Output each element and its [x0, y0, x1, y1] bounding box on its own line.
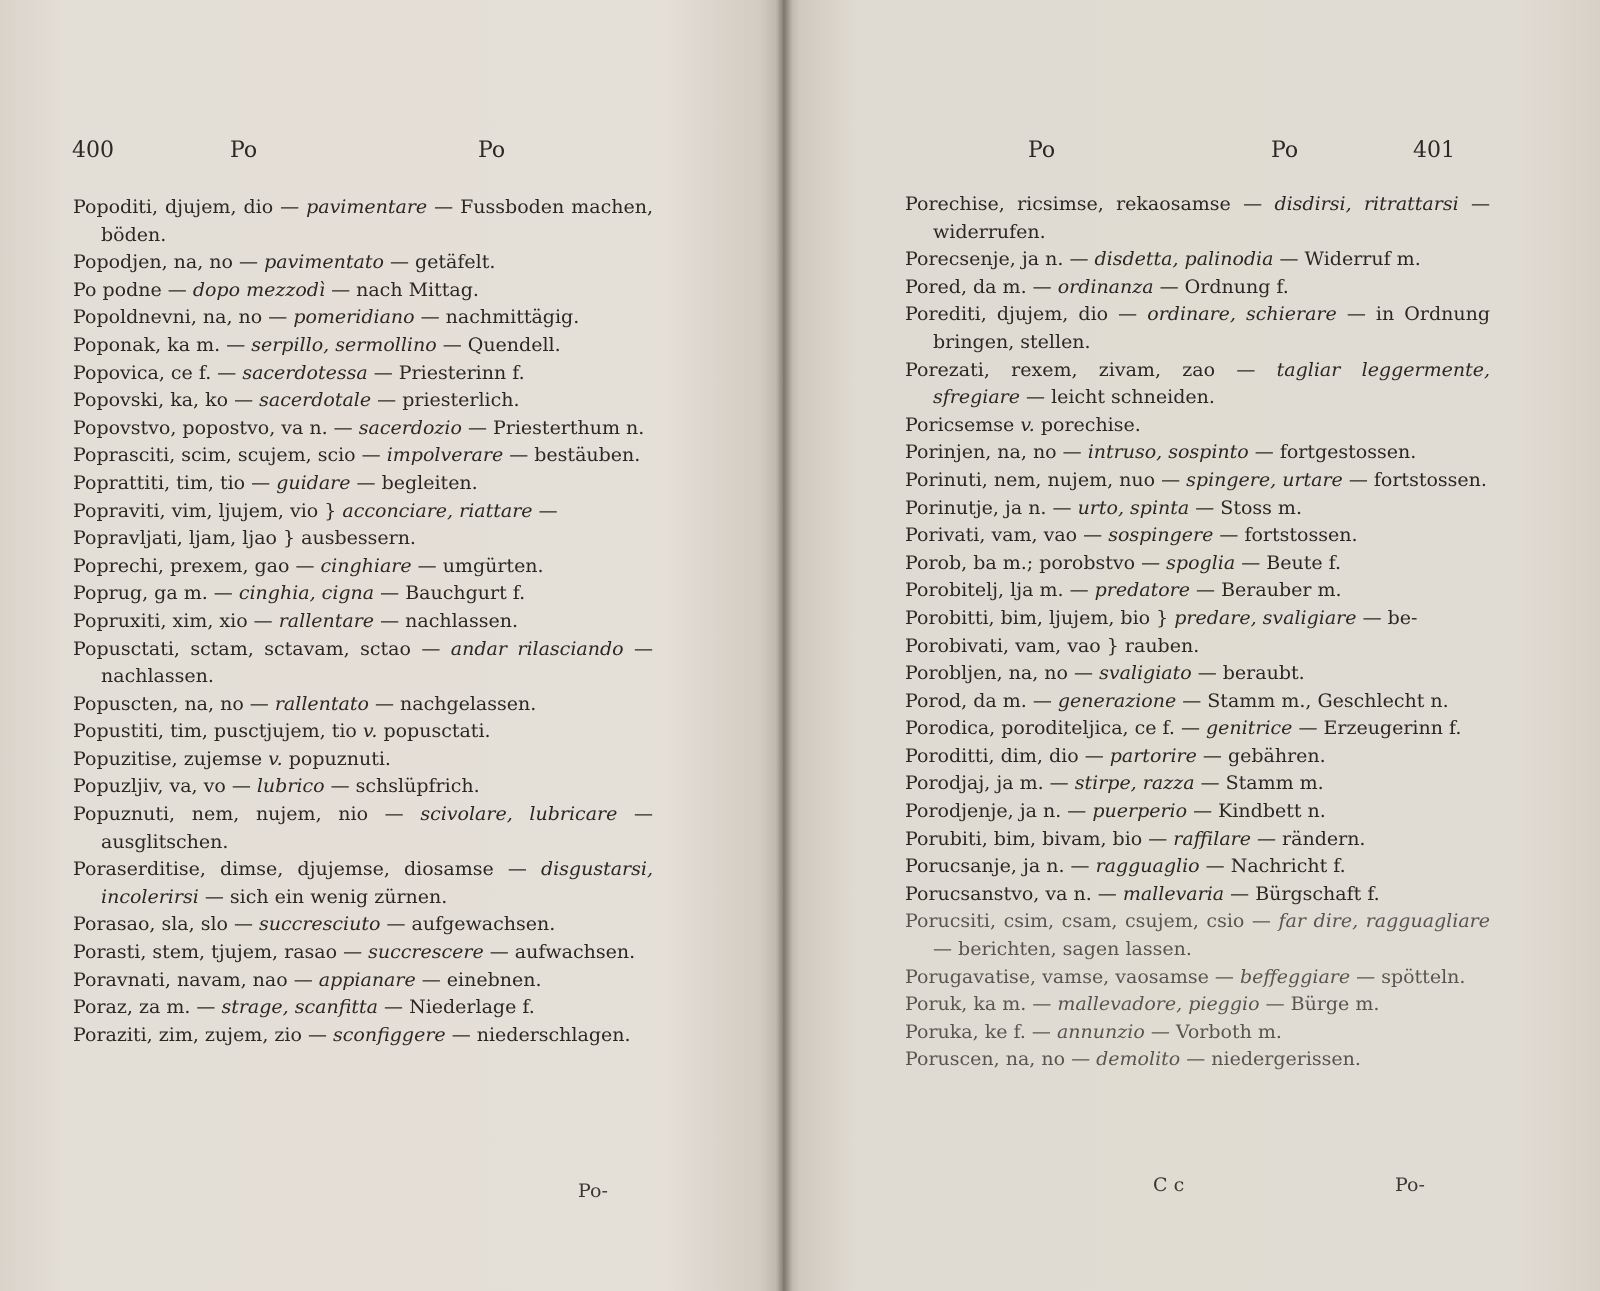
entry-german: — Priesterinn f.	[373, 361, 525, 384]
entry-headword: Pored, da m. —	[905, 275, 1058, 298]
entry-italian: succresciuto	[259, 913, 387, 936]
entry-italian: puerperio	[1092, 800, 1194, 823]
entry-german: — Stamm m.	[1200, 772, 1324, 795]
dictionary-entry	[73, 304, 653, 332]
entry-german: — nachlassen.	[380, 609, 519, 632]
entry-german: — Beute f.	[1241, 551, 1342, 574]
entry-german: porechise.	[1040, 413, 1141, 436]
entry-italian: spingere, urtare	[1186, 468, 1349, 491]
dictionary-entry	[73, 194, 653, 249]
entry-headword: Popuzitise, zujemse	[73, 747, 269, 770]
entry-headword: Porucsiti, csim, csam, csujem, csio —	[905, 910, 1279, 933]
entry-german: — niedergerissen.	[1186, 1048, 1361, 1071]
dictionary-entry	[905, 467, 1490, 495]
entry-german: — beraubt.	[1197, 662, 1305, 685]
dictionary-entry	[905, 412, 1490, 440]
entry-german: — spötteln.	[1356, 965, 1466, 988]
dictionary-entry	[905, 357, 1490, 412]
entry-headword: Popovski, ka, ko —	[73, 389, 260, 412]
dictionary-entry	[905, 964, 1490, 992]
entry-headword: Porasao, sla, slo —	[73, 913, 260, 936]
entry-italian: rallentare	[278, 609, 381, 632]
entry-italian: lubrico	[256, 775, 331, 798]
entry-german: — Nachricht f.	[1205, 855, 1346, 878]
dictionary-entry	[905, 688, 1490, 716]
dictionary-entry	[905, 301, 1490, 356]
dictionary-entry	[73, 332, 653, 360]
entry-headword: Popodjen, na, no —	[73, 251, 265, 274]
dictionary-entry	[905, 660, 1490, 688]
entry-headword: Poraziti, zim, zujem, zio —	[73, 1023, 334, 1046]
dictionary-entry	[73, 277, 653, 305]
entry-headword: Porobljen, na, no —	[905, 662, 1100, 685]
entry-headword: Porinutje, ja n. —	[905, 496, 1078, 519]
entry-german: — be-	[1362, 606, 1418, 629]
entry-italian: urto, spinta	[1077, 496, 1196, 519]
running-head-left: Po	[230, 138, 258, 163]
entry-headword: Porechise, ricsimse, rekaosamse —	[905, 193, 1275, 215]
entry-headword: Porugavatise, vamse, vaosamse —	[905, 965, 1240, 988]
entry-headword: Poruka, ke f. —	[905, 1020, 1057, 1043]
entry-headword: Popuzljiv, va, vo —	[73, 775, 257, 798]
dictionary-entry	[73, 525, 653, 553]
entry-italian: partorire	[1109, 744, 1203, 767]
entry-italian: beffeggiare	[1239, 965, 1357, 988]
entry-headword: Porubiti, bim, bivam, bio —	[905, 827, 1174, 850]
entry-german: — Berauber m.	[1196, 579, 1342, 602]
entry-german: — Kindbett n.	[1193, 800, 1326, 823]
dictionary-entry	[73, 773, 653, 801]
signature-mark: C c	[1153, 1174, 1185, 1196]
entry-italian: impolverare	[386, 444, 510, 467]
running-head-right: Po	[1271, 138, 1299, 163]
dictionary-entry	[905, 246, 1490, 274]
entry-headword: Po podne —	[73, 278, 193, 301]
entry-italian: sacerdotale	[259, 389, 378, 412]
entry-headword: Porobitelj, lja m. —	[905, 579, 1095, 602]
entry-german: — schslüpfrich.	[330, 775, 480, 798]
catchword: Po-	[1395, 1174, 1425, 1196]
dictionary-entry	[73, 580, 653, 608]
dictionary-entry	[73, 939, 653, 967]
entry-italian: raffilare	[1173, 827, 1258, 850]
dictionary-entry	[73, 911, 653, 939]
entry-german: — Fussboden machen, böden.	[101, 196, 653, 246]
entry-german: — gebähren.	[1202, 744, 1326, 767]
entry-headword: Porodica, poroditeljica, ce f. —	[905, 717, 1206, 740]
entry-german: — Stamm m., Geschlecht n.	[1182, 689, 1449, 712]
entry-headword: Popustiti, tim, pusctjujem, tio	[73, 720, 363, 743]
entry-headword: Porodjenje, ja n. —	[905, 800, 1093, 823]
dictionary-entry	[73, 856, 653, 911]
dictionary-entry	[905, 550, 1490, 578]
dictionary-entry	[905, 826, 1490, 854]
entry-italian: intruso, sospinto	[1087, 441, 1255, 464]
entry-german: — begleiten.	[356, 471, 478, 494]
entry-headword: Porob, ba m.; porobstvo —	[905, 551, 1167, 574]
dictionary-entry	[73, 498, 653, 526]
entry-italian: rallentato	[274, 692, 375, 715]
dictionary-entry	[905, 853, 1490, 881]
running-head-left: Po	[1028, 138, 1056, 163]
gutter-shadow	[776, 0, 792, 1291]
entry-italian: disdirsi, ritrattarsi	[1274, 193, 1471, 215]
entry-german: — nachmittägig.	[420, 306, 580, 329]
dictionary-entry	[905, 770, 1490, 798]
entry-headword: Porinjen, na, no —	[905, 441, 1088, 464]
entry-german: — leicht schneiden.	[1026, 386, 1215, 409]
dictionary-entries	[73, 194, 653, 1049]
entry-italian: sospingere	[1108, 524, 1220, 547]
dictionary-entry	[905, 715, 1490, 743]
entry-headword: Porecsenje, ja n. —	[905, 248, 1095, 271]
entry-italian: genitrice	[1206, 717, 1299, 740]
dictionary-entry	[73, 746, 653, 774]
entry-italian: andar rilasciando	[450, 637, 634, 660]
entry-german: — getäfelt.	[389, 251, 496, 274]
entry-italian: spoglia	[1166, 551, 1242, 574]
entry-headword: Poraz, za m. —	[73, 996, 222, 1019]
dictionary-entries	[905, 191, 1490, 1074]
entry-italian: stirpe, razza	[1074, 772, 1201, 795]
entry-german: — aufwachsen.	[489, 941, 636, 964]
entry-headword: Popuznuti, nem, nujem, nio —	[73, 803, 421, 826]
dictionary-entry	[73, 967, 653, 995]
entry-headword: Popruxiti, xim, xio —	[73, 609, 279, 632]
dictionary-entry	[905, 1046, 1490, 1074]
dictionary-entry	[73, 553, 653, 581]
entry-german: — Quendell.	[442, 333, 561, 356]
entry-german: — umgürten.	[417, 554, 544, 577]
entry-german: — Erzeugerinn f.	[1298, 717, 1462, 740]
entry-headword: Poponak, ka m. —	[73, 333, 252, 356]
entry-headword: Porobitti, bim, ljujem, bio }	[905, 606, 1175, 629]
entry-italian: predatore	[1094, 579, 1197, 602]
dictionary-entry	[73, 1022, 653, 1050]
entry-italian: succrescere	[368, 941, 490, 964]
dictionary-entry	[905, 274, 1490, 302]
dictionary-entry	[905, 633, 1490, 661]
entry-italian: tagliar leggermente, sfregiare	[933, 358, 1491, 409]
entry-german: — widerrufen.	[933, 193, 1490, 243]
entry-headword: Popoditi, djujem, dio —	[73, 196, 307, 218]
entry-german: — Widerruf m.	[1279, 248, 1421, 271]
entry-german: — in Ordnung bringen, stellen.	[933, 303, 1490, 353]
entry-headword: Popovica, ce f. —	[73, 361, 243, 384]
left-page	[0, 0, 783, 1291]
entry-german: — Ordnung f.	[1159, 275, 1289, 298]
dictionary-entry	[905, 991, 1490, 1019]
entry-italian: ordinanza	[1057, 275, 1160, 298]
entry-german: — Vorboth m.	[1150, 1020, 1282, 1043]
entry-italian: annunzio	[1056, 1020, 1151, 1043]
dictionary-entry	[905, 908, 1490, 963]
entry-german: — sich ein wenig zürnen.	[204, 885, 448, 908]
dictionary-entry	[905, 495, 1490, 523]
entry-german: — Niederlage f.	[384, 996, 535, 1019]
entry-italian: disgustarsi, incolerirsi	[101, 858, 653, 908]
entry-italian: v.	[268, 747, 289, 770]
entry-german: popusctati.	[383, 720, 491, 743]
entry-italian: sacerdozio	[358, 416, 468, 439]
entry-headword: Popuscten, na, no —	[73, 692, 275, 715]
entry-italian: scivolare, lubricare	[420, 803, 635, 826]
catchword: Po-	[578, 1180, 608, 1202]
entry-headword: Popusctati, sctam, sctavam, sctao —	[73, 637, 451, 660]
entry-headword: Porediti, djujem, dio —	[905, 303, 1148, 326]
entry-german: — rändern.	[1257, 827, 1366, 850]
entry-headword: Porucsanstvo, va n. —	[905, 882, 1123, 905]
entry-italian: v.	[362, 720, 384, 743]
entry-headword: Poprasciti, scim, scujem, scio —	[73, 444, 387, 467]
entry-german: — Stoss m.	[1195, 496, 1302, 519]
entry-italian: acconciare, riattare	[342, 499, 539, 522]
dictionary-entry	[73, 608, 653, 636]
entry-german: — nachlassen.	[101, 637, 653, 688]
entry-italian: predare, svaligiare	[1174, 606, 1363, 629]
entry-german: — einebnen.	[421, 968, 542, 991]
entry-headword: Porinuti, nem, nujem, nuo —	[905, 468, 1187, 491]
entry-headword: Porezati, rexem, zivam, zao —	[905, 358, 1277, 381]
entry-italian: pavimentato	[264, 251, 390, 274]
right-page	[783, 0, 1600, 1291]
dictionary-entry	[905, 439, 1490, 467]
entry-headword: Porasti, stem, tjujem, rasao —	[73, 941, 369, 964]
dictionary-entry	[73, 360, 653, 388]
entry-italian: disdetta, palinodia	[1094, 248, 1280, 271]
entry-italian: dopo mezzodì	[192, 278, 332, 301]
entry-german: — nachgelassen.	[374, 692, 537, 715]
dictionary-entry	[73, 691, 653, 719]
entry-german: — Priesterthum n.	[467, 416, 645, 439]
entry-german: — berichten, sagen lassen.	[933, 938, 1192, 961]
entry-german: popuznuti.	[288, 747, 391, 770]
entry-german: — nach Mittag.	[331, 278, 479, 301]
entry-german: rauben.	[1124, 634, 1200, 657]
entry-italian: cinghia, cigna	[238, 582, 381, 605]
entry-headword: Porod, da m. —	[905, 689, 1058, 712]
entry-headword: Poroditti, dim, dio —	[905, 744, 1110, 767]
page-number: 400	[72, 138, 114, 163]
entry-headword: Porodjaj, ja m. —	[905, 772, 1075, 795]
entry-italian: svaligiato	[1099, 662, 1198, 685]
entry-german: — fortstossen.	[1219, 524, 1358, 547]
entry-german: — priesterlich.	[377, 389, 520, 412]
entry-headword: Poprattiti, tim, tio —	[73, 471, 277, 494]
page-number: 401	[1413, 138, 1455, 163]
entry-headword: Popravljati, ljam, ljao }	[73, 527, 302, 550]
running-head-right: Po	[478, 138, 506, 163]
entry-german: — Bauchgurt f.	[380, 582, 526, 605]
entry-italian: generazione	[1057, 689, 1183, 712]
dictionary-entry	[905, 1019, 1490, 1047]
entry-headword: Poruk, ka m. —	[905, 993, 1058, 1016]
dictionary-entry	[73, 470, 653, 498]
dictionary-entry	[73, 387, 653, 415]
entry-german: — Bürgschaft f.	[1230, 882, 1380, 905]
entry-german: ausbessern.	[301, 527, 416, 550]
entry-german: — ausglitschen.	[101, 803, 654, 853]
dictionary-entry	[905, 577, 1490, 605]
entry-italian: demolito	[1096, 1048, 1187, 1071]
entry-german: — fortgestossen.	[1254, 441, 1417, 464]
entry-italian: cinghiare	[320, 554, 418, 577]
entry-headword: Popovstvo, popostvo, va n. —	[73, 416, 359, 439]
entry-headword: Poricsemse	[905, 413, 1021, 436]
entry-german: —	[538, 499, 558, 522]
entry-italian: mallevadore, pieggio	[1057, 993, 1266, 1016]
dictionary-entry	[905, 743, 1490, 771]
entry-italian: v.	[1020, 413, 1041, 436]
dictionary-entry	[73, 249, 653, 277]
entry-italian: far dire, ragguagliare	[1278, 910, 1490, 933]
entry-italian: sconfiggere	[333, 1023, 452, 1046]
entry-italian: strage, scanfitta	[221, 996, 385, 1019]
entry-german: — Bürge m.	[1265, 993, 1380, 1016]
entry-italian: pomeridiano	[293, 306, 421, 329]
dictionary-entry	[905, 605, 1490, 633]
dictionary-entry	[905, 881, 1490, 909]
entry-german: — fortstossen.	[1348, 468, 1487, 491]
entry-headword: Poravnati, navam, nao —	[73, 968, 319, 991]
dictionary-entry	[73, 636, 653, 691]
entry-headword: Poruscen, na, no —	[905, 1048, 1097, 1071]
dictionary-entry	[73, 718, 653, 746]
dictionary-entry	[73, 994, 653, 1022]
dictionary-entry	[73, 442, 653, 470]
entry-italian: pavimentare	[306, 196, 435, 218]
entry-italian: mallevaria	[1122, 882, 1231, 905]
entry-headword: Popoldnevni, na, no —	[73, 306, 294, 329]
entry-italian: sacerdotessa	[242, 361, 374, 384]
entry-headword: Poraserditise, dimse, djujemse, diosamse —	[73, 858, 541, 881]
dictionary-entry	[905, 522, 1490, 550]
entry-german: — niederschlagen.	[451, 1023, 631, 1046]
dictionary-entry	[905, 191, 1490, 246]
entry-german: — aufgewachsen.	[386, 913, 556, 936]
dictionary-entry	[905, 798, 1490, 826]
entry-headword: Poprug, ga m. —	[73, 582, 239, 605]
entry-german: — bestäuben.	[509, 444, 641, 467]
entry-headword: Porucsanje, ja n. —	[905, 855, 1096, 878]
entry-headword: Porobivati, vam, vao }	[905, 634, 1125, 657]
entry-italian: serpillo, sermollino	[251, 333, 443, 356]
dictionary-entry	[73, 415, 653, 443]
dictionary-entry	[73, 801, 653, 856]
entry-italian: ragguaglio	[1095, 855, 1206, 878]
entry-italian: appianare	[318, 968, 422, 991]
entry-headword: Poprechi, prexem, gao —	[73, 554, 321, 577]
entry-headword: Popraviti, vim, ljujem, vio }	[73, 499, 343, 522]
entry-italian: ordinare, schierare	[1147, 303, 1347, 326]
entry-italian: guidare	[276, 471, 357, 494]
entry-headword: Porivati, vam, vao —	[905, 524, 1109, 547]
